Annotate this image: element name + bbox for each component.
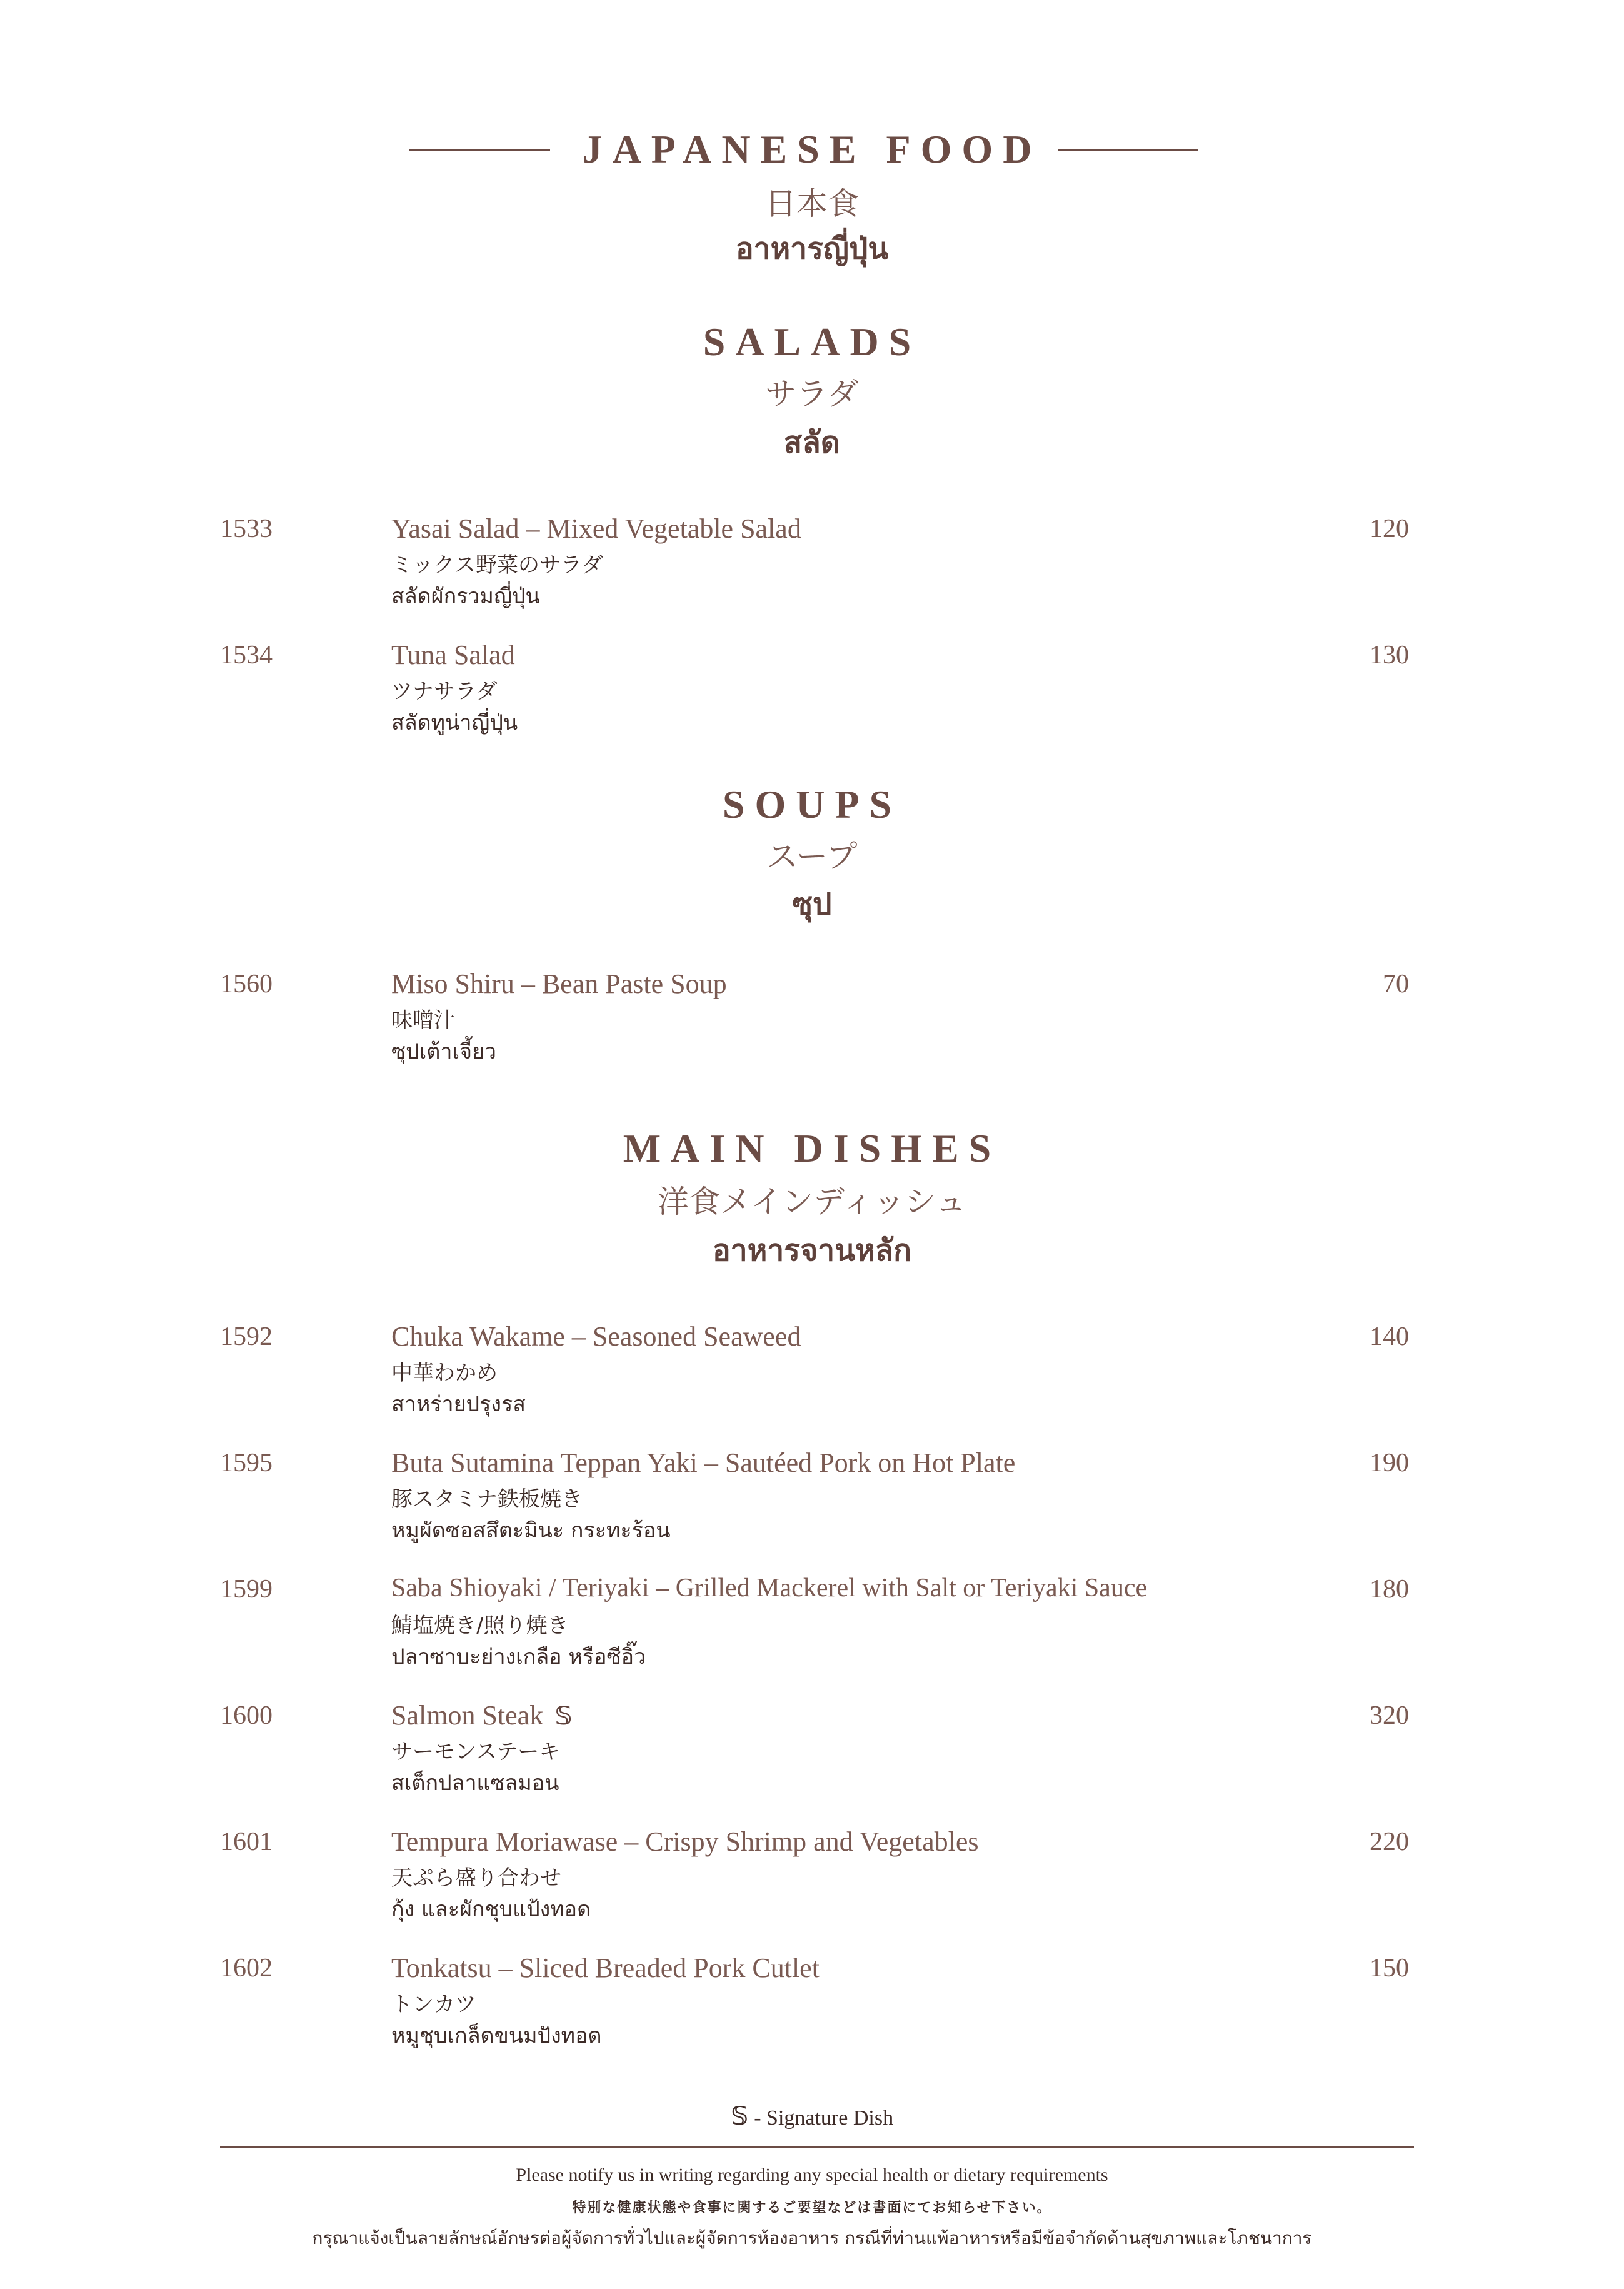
item-name: Chuka Wakame – Seasoned Seaweed	[391, 1321, 801, 1352]
signature-icon: 𝕊	[554, 1702, 573, 1731]
signature-icon: 𝕊	[730, 2102, 749, 2131]
footer-note-jp: 特別な健康状態や食事に関するご要望などは書面にてお知らせ下さい。	[572, 2200, 1052, 2216]
item-price: 150	[1370, 1954, 1409, 1983]
item-price: 320	[1370, 1701, 1409, 1730]
item-code: 1534	[220, 641, 273, 670]
item-name-th: สลัดทูน่าญี่ปุ่น	[391, 710, 518, 735]
item-price: 130	[1370, 641, 1409, 670]
item-code: 1602	[220, 1954, 273, 1983]
section-title-soups-jp: スープ	[766, 838, 858, 875]
item-name-jp: 天ぷら盛り合わせ	[391, 1866, 561, 1891]
item-name-jp: ミックス野菜のサラダ	[391, 553, 603, 578]
item-name-th: ซุปเต้าเจี้ยว	[391, 1039, 497, 1064]
item-name-th: หมูชุบเกล็ดขนมปังทอด	[391, 2023, 602, 2048]
signature-legend	[0, 2102, 1624, 2131]
item-price: 180	[1370, 1575, 1409, 1604]
item-price: 220	[1370, 1828, 1409, 1856]
footer-divider	[220, 2146, 1414, 2148]
item-name-jp: 鯖塩焼き/照り焼き	[391, 1613, 569, 1638]
page-title-jp: 日本食	[765, 186, 859, 222]
item-code: 1533	[220, 515, 273, 543]
item-price: 140	[1370, 1322, 1409, 1351]
item-price: 70	[1383, 970, 1409, 999]
item-name: Buta Sutamina Teppan Yaki – Sautéed Pork on Hot Plate	[391, 1447, 1016, 1478]
item-name-jp: ツナサラダ	[391, 679, 498, 704]
page-title: JAPANESE FOOD	[582, 127, 1042, 171]
item-code: 1592	[220, 1322, 273, 1351]
item-name: Tuna Salad	[391, 640, 515, 670]
section-title-main-dishes-jp: 洋食メインディッシュ	[658, 1184, 966, 1220]
item-name: Miso Shiru – Bean Paste Soup	[391, 968, 727, 999]
item-code: 1599	[220, 1575, 273, 1604]
signature-legend-text: - Signature Dish	[754, 2106, 894, 2130]
item-name-th: สเต็กปลาแซลมอน	[391, 1771, 559, 1796]
item-name-row	[391, 1699, 573, 1731]
item-name-th: สาหร่ายปรุงรส	[391, 1392, 526, 1417]
footer-note-th: กรุณาแจ้งเป็นลายลักษณ์อักษรต่อผู้จัดการทั่วไปและผู้จัดการห้องอาหาร กรณีที่ท่านแพ้อาหารหรือมีข้อจำกัดด้านสุขภาพและโภชนาการ	[312, 2228, 1312, 2248]
page-title-th: อาหารญี่ปุ่น	[735, 231, 889, 266]
item-price: 120	[1370, 515, 1409, 543]
item-code: 1560	[220, 970, 273, 999]
item-name: Salmon Steak	[391, 1700, 544, 1731]
item-name-jp: 豚スタミナ鉄板焼き	[391, 1487, 583, 1512]
item-name: Saba Shioyaki / Teriyaki – Grilled Mackerel with Salt or Teriyaki Sauce	[391, 1574, 1148, 1602]
item-name-jp: 中華わかめ	[391, 1361, 498, 1386]
section-title-salads-jp: サラダ	[765, 376, 859, 412]
item-name-th: สลัดผักรวมญี่ปุ่น	[391, 584, 540, 609]
item-name: Tempura Moriawase – Crispy Shrimp and Vegetables	[391, 1826, 979, 1857]
item-code: 1595	[220, 1449, 273, 1477]
item-name-th: กุ้ง และผักชุบแป้งทอด	[391, 1897, 591, 1922]
section-title-soups: SOUPS	[722, 782, 902, 827]
footer-note-en: Please notify us in writing regarding any special health or dietary requirements	[516, 2165, 1108, 2185]
section-title-main-dishes-th: อาหารจานหลัก	[712, 1233, 912, 1268]
item-name-jp: 味噌汁	[391, 1008, 455, 1033]
item-name-jp: サーモンステーキ	[391, 1739, 561, 1764]
section-title-main-dishes: MAIN DISHES	[623, 1126, 1001, 1170]
item-name-jp: トンカツ	[391, 1992, 476, 2017]
section-title-salads-th: สลัด	[784, 425, 840, 460]
item-name: Tonkatsu – Sliced Breaded Pork Cutlet	[391, 1953, 820, 1983]
item-name-th: หมูผัดซอสสึตะมินะ กระทะร้อน	[391, 1518, 671, 1543]
section-title-soups-th: ซุป	[792, 887, 832, 922]
item-price: 190	[1370, 1449, 1409, 1477]
item-name: Yasai Salad – Mixed Vegetable Salad	[391, 513, 801, 544]
item-code: 1600	[220, 1701, 273, 1730]
section-title-salads: SALADS	[703, 319, 921, 364]
item-code: 1601	[220, 1828, 273, 1856]
item-name-th: ปลาซาบะย่างเกลือ หรือซีอิ๊ว	[391, 1644, 646, 1669]
